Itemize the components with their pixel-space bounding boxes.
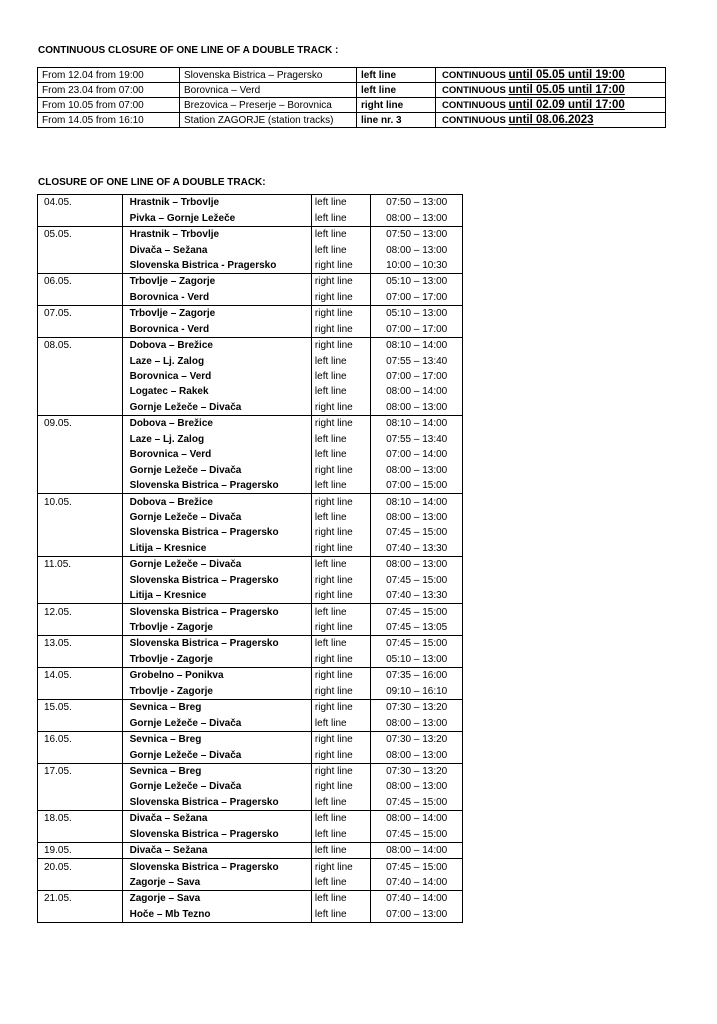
section-cell: Laze – Lj. Zalog [122,432,311,447]
line-cell: right line [311,337,370,353]
closure-row [38,510,463,525]
section-cell: Gornje Ležeče – Divača [122,779,311,794]
until-date: until 05.05 until 17:00 [508,84,625,96]
closure-row [38,369,463,384]
date-cell: 15.05. [38,700,123,716]
section-cell: Trbovlje - Zagorje [122,684,311,700]
line-closure-heading: CLOSURE OF ONE LINE OF A DOUBLE TRACK: [38,177,266,188]
time-cell: 07:45 – 15:00 [371,827,463,843]
line-cell: left line [311,795,370,811]
section-cell: Zagorje – Sava [122,875,311,891]
time-cell: 08:00 – 13:00 [371,210,463,226]
continuous-prefix: CONTINUOUS [442,115,506,126]
section-cell: Trbovlje - Zagorje [122,620,311,636]
closure-row [38,700,463,716]
time-cell: 07:00 – 17:00 [371,369,463,384]
line-cell: right line [311,652,370,668]
time-cell: 07:40 – 14:00 [371,891,463,907]
closure-row [38,525,463,540]
section-cell: Slovenska Bistrica – Pragersko [122,604,311,620]
time-cell: 07:35 – 16:00 [371,668,463,684]
section-cell: Trbovlje – Zagorje [122,274,311,290]
date-cell [38,827,123,843]
date-cell [38,384,123,399]
date-cell: 08.05. [38,337,123,353]
continuous-closure-body [38,68,666,128]
date-cell: 21.05. [38,891,123,907]
section-cell: Slovenska Bistrica - Pragersko [122,258,311,274]
closure-row [38,795,463,811]
date-cell [38,353,123,368]
line-cell: right line [311,700,370,716]
section-cell: Grobelno – Ponikva [122,668,311,684]
closure-row [38,636,463,652]
closure-row [38,907,463,923]
date-cell [38,620,123,636]
line-cell: right line [311,462,370,477]
time-cell: 07:00 – 17:00 [371,290,463,306]
date-cell [38,652,123,668]
line-cell: right line [311,684,370,700]
closure-row [38,226,463,242]
time-cell: 07:45 – 15:00 [371,636,463,652]
time-cell: 07:40 – 13:30 [371,588,463,604]
time-cell: 07:45 – 15:00 [371,573,463,588]
date-cell: 10.05. [38,494,123,510]
closure-row [38,384,463,399]
line-cell: left line [311,478,370,494]
line-cell: right line [311,494,370,510]
closure-row [38,859,463,875]
date-cell: 13.05. [38,636,123,652]
line-cell: right line [311,779,370,794]
line-cell: left line [311,384,370,399]
date-cell [38,447,123,462]
section-cell: Litija – Kresnice [122,541,311,557]
section-cell: Gornje Ležeče – Divača [122,747,311,763]
line-cell: right line [311,306,370,322]
line-cell: right line [311,400,370,416]
time-cell: 08:00 – 13:00 [371,242,463,257]
section-cell: Slovenska Bistrica – Pragersko [122,636,311,652]
date-cell [38,573,123,588]
time-cell: 08:10 – 14:00 [371,416,463,432]
time-cell: 07:00 – 13:00 [371,907,463,923]
section-cell: Dobova – Brežice [122,494,311,510]
line-cell: left line [311,510,370,525]
closure-row [38,620,463,636]
date-cell [38,795,123,811]
time-cell: 07:30 – 13:20 [371,700,463,716]
continuous-prefix: CONTINUOUS [442,70,506,81]
line-cell: right line [311,763,370,779]
section-cell: Litija – Kresnice [122,588,311,604]
time-cell: 07:55 – 13:40 [371,353,463,368]
line-cell: right line [311,668,370,684]
line-cell: right line [311,573,370,588]
section-cell: Slovenska Bistrica – Pragersko [122,573,311,588]
line-closure-table [37,194,463,923]
continuous-closure-heading: CONTINUOUS CLOSURE OF ONE LINE OF A DOUBLE TRACK : [38,45,339,56]
date-cell [38,242,123,257]
line-cell: right line [311,731,370,747]
from-cell: From 14.05 from 16:10 [38,113,180,128]
time-cell: 07:50 – 13:00 [371,226,463,242]
line-cell: left line [311,604,370,620]
closure-row [38,258,463,274]
line-cell: right line [357,98,436,113]
date-cell: 05.05. [38,226,123,242]
section-cell: Hoče – Mb Tezno [122,907,311,923]
line-cell: right line [311,525,370,540]
time-cell: 07:30 – 13:20 [371,763,463,779]
section-cell: Gornje Ležeče – Divača [122,557,311,573]
date-cell: 06.05. [38,274,123,290]
line-cell: right line [311,322,370,338]
section-cell: Slovenska Bistrica – Pragersko [122,859,311,875]
section-cell: Pivka – Gornje Ležeče [122,210,311,226]
time-cell: 05:10 – 13:00 [371,274,463,290]
date-cell: 17.05. [38,763,123,779]
date-cell: 09.05. [38,416,123,432]
closure-row [38,747,463,763]
section-cell: Dobova – Brežice [122,416,311,432]
section-cell: Borovnica - Verd [122,290,311,306]
closure-row [38,779,463,794]
closure-row [38,763,463,779]
continuous-closure-row [38,98,666,113]
until-cell [436,83,666,98]
line-cell: left line [311,447,370,462]
line-cell: left line [311,715,370,731]
closure-row [38,668,463,684]
closure-row [38,322,463,338]
until-date: until 02.09 until 17:00 [508,99,625,111]
time-cell: 07:55 – 13:40 [371,432,463,447]
line-cell: left line [311,226,370,242]
date-cell [38,462,123,477]
line-cell: left line [357,68,436,83]
line-cell: left line [311,636,370,652]
section-cell: Station ZAGORJE (station tracks) [180,113,357,128]
closure-row [38,210,463,226]
continuous-closure-row [38,68,666,83]
until-date: until 05.05 until 19:00 [508,69,625,81]
date-cell [38,779,123,794]
date-cell [38,478,123,494]
line-cell: left line [311,842,370,858]
line-cell: left line [311,827,370,843]
closure-row [38,875,463,891]
time-cell: 10:00 – 10:30 [371,258,463,274]
time-cell: 08:00 – 13:00 [371,715,463,731]
closure-row [38,827,463,843]
section-cell: Logatec – Rakek [122,384,311,399]
closure-row [38,416,463,432]
closure-row [38,447,463,462]
line-closure-body [38,195,463,923]
closure-row [38,400,463,416]
time-cell: 08:00 – 14:00 [371,811,463,827]
closure-row [38,306,463,322]
closure-row [38,715,463,731]
line-cell: left line [311,242,370,257]
date-cell: 14.05. [38,668,123,684]
date-cell [38,290,123,306]
closure-row [38,842,463,858]
time-cell: 08:00 – 14:00 [371,842,463,858]
closure-row [38,684,463,700]
section-cell: Borovnica – Verd [180,83,357,98]
line-cell: right line [311,747,370,763]
date-cell [38,525,123,540]
closure-row [38,588,463,604]
continuous-prefix: CONTINUOUS [442,85,506,96]
section-cell: Divača – Sežana [122,842,311,858]
section-cell: Gornje Ležeče – Divača [122,510,311,525]
section-cell: Sevnica – Breg [122,763,311,779]
closure-row [38,337,463,353]
time-cell: 08:00 – 13:00 [371,510,463,525]
line-cell: left line [311,811,370,827]
closure-row [38,353,463,368]
section-cell: Hrastnik – Trbovlje [122,195,311,211]
date-cell [38,684,123,700]
section-cell: Slovenska Bistrica – Pragersko [122,478,311,494]
date-cell [38,322,123,338]
date-cell [38,400,123,416]
closure-row [38,811,463,827]
line-cell: left line [311,907,370,923]
time-cell: 07:45 – 15:00 [371,795,463,811]
time-cell: 05:10 – 13:00 [371,652,463,668]
section-cell: Slovenska Bistrica – Pragersko [122,795,311,811]
until-cell [436,98,666,113]
closure-row [38,242,463,257]
line-cell: right line [311,541,370,557]
date-cell [38,747,123,763]
closure-row [38,462,463,477]
date-cell [38,541,123,557]
time-cell: 07:45 – 15:00 [371,859,463,875]
section-cell: Trbovlje – Zagorje [122,306,311,322]
from-cell: From 10.05 from 07:00 [38,98,180,113]
from-cell: From 23.04 from 07:00 [38,83,180,98]
section-cell: Sevnica – Breg [122,700,311,716]
line-cell: left line [311,891,370,907]
line-cell: right line [311,290,370,306]
from-cell: From 12.04 from 19:00 [38,68,180,83]
time-cell: 08:10 – 14:00 [371,494,463,510]
date-cell: 18.05. [38,811,123,827]
section-cell: Hrastnik – Trbovlje [122,226,311,242]
line-cell: left line [311,557,370,573]
time-cell: 08:00 – 13:00 [371,779,463,794]
line-cell: line nr. 3 [357,113,436,128]
closure-row [38,494,463,510]
time-cell: 07:45 – 15:00 [371,525,463,540]
time-cell: 08:00 – 13:00 [371,400,463,416]
time-cell: 07:30 – 13:20 [371,731,463,747]
time-cell: 07:00 – 17:00 [371,322,463,338]
continuous-closure-row [38,113,666,128]
section-cell: Slovenska Bistrica – Pragersko [180,68,357,83]
closure-row [38,274,463,290]
date-cell [38,210,123,226]
date-cell [38,369,123,384]
time-cell: 07:00 – 14:00 [371,447,463,462]
date-cell [38,588,123,604]
section-cell: Divača – Sežana [122,811,311,827]
line-cell: right line [311,859,370,875]
section-cell: Gornje Ležeče – Divača [122,462,311,477]
closure-row [38,652,463,668]
time-cell: 07:45 – 15:00 [371,604,463,620]
time-cell: 07:50 – 13:00 [371,195,463,211]
until-cell [436,113,666,128]
line-cell: left line [311,353,370,368]
date-cell: 07.05. [38,306,123,322]
continuous-closure-table [37,67,666,128]
section-cell: Borovnica – Verd [122,369,311,384]
continuous-closure-row [38,83,666,98]
section-cell: Divača – Sežana [122,242,311,257]
section-cell: Sevnica – Breg [122,731,311,747]
section-cell: Borovnica – Verd [122,447,311,462]
line-cell: left line [357,83,436,98]
closure-row [38,195,463,211]
date-cell [38,715,123,731]
date-cell: 16.05. [38,731,123,747]
time-cell: 07:45 – 13:05 [371,620,463,636]
section-cell: Laze – Lj. Zalog [122,353,311,368]
date-cell [38,907,123,923]
line-cell: left line [311,369,370,384]
until-cell [436,68,666,83]
date-cell: 11.05. [38,557,123,573]
section-cell: Zagorje – Sava [122,891,311,907]
closure-row [38,541,463,557]
section-cell: Gornje Ležeče – Divača [122,715,311,731]
line-cell: right line [311,416,370,432]
date-cell [38,432,123,447]
date-cell: 04.05. [38,195,123,211]
line-cell: left line [311,195,370,211]
line-cell: right line [311,258,370,274]
time-cell: 09:10 – 16:10 [371,684,463,700]
closure-row [38,604,463,620]
section-cell: Trbovlje - Zagorje [122,652,311,668]
date-cell: 12.05. [38,604,123,620]
date-cell: 20.05. [38,859,123,875]
closure-row [38,891,463,907]
time-cell: 08:00 – 13:00 [371,747,463,763]
time-cell: 05:10 – 13:00 [371,306,463,322]
closure-row [38,290,463,306]
line-cell: left line [311,432,370,447]
date-cell [38,875,123,891]
date-cell: 19.05. [38,842,123,858]
line-cell: right line [311,588,370,604]
date-cell [38,258,123,274]
closure-row [38,557,463,573]
time-cell: 08:00 – 13:00 [371,557,463,573]
time-cell: 07:00 – 15:00 [371,478,463,494]
time-cell: 07:40 – 13:30 [371,541,463,557]
section-cell: Borovnica - Verd [122,322,311,338]
closure-row [38,432,463,447]
date-cell [38,510,123,525]
line-cell: right line [311,274,370,290]
time-cell: 07:40 – 14:00 [371,875,463,891]
continuous-prefix: CONTINUOUS [442,100,506,111]
line-cell: left line [311,875,370,891]
section-cell: Slovenska Bistrica – Pragersko [122,827,311,843]
closure-row [38,573,463,588]
closure-row [38,731,463,747]
section-cell: Gornje Ležeče – Divača [122,400,311,416]
time-cell: 08:00 – 14:00 [371,384,463,399]
line-cell: right line [311,620,370,636]
closure-row [38,478,463,494]
section-cell: Brezovica – Preserje – Borovnica [180,98,357,113]
section-cell: Dobova – Brežice [122,337,311,353]
line-cell: left line [311,210,370,226]
until-date: until 08.06.2023 [508,114,594,126]
time-cell: 08:10 – 14:00 [371,337,463,353]
section-cell: Slovenska Bistrica – Pragersko [122,525,311,540]
time-cell: 08:00 – 13:00 [371,462,463,477]
